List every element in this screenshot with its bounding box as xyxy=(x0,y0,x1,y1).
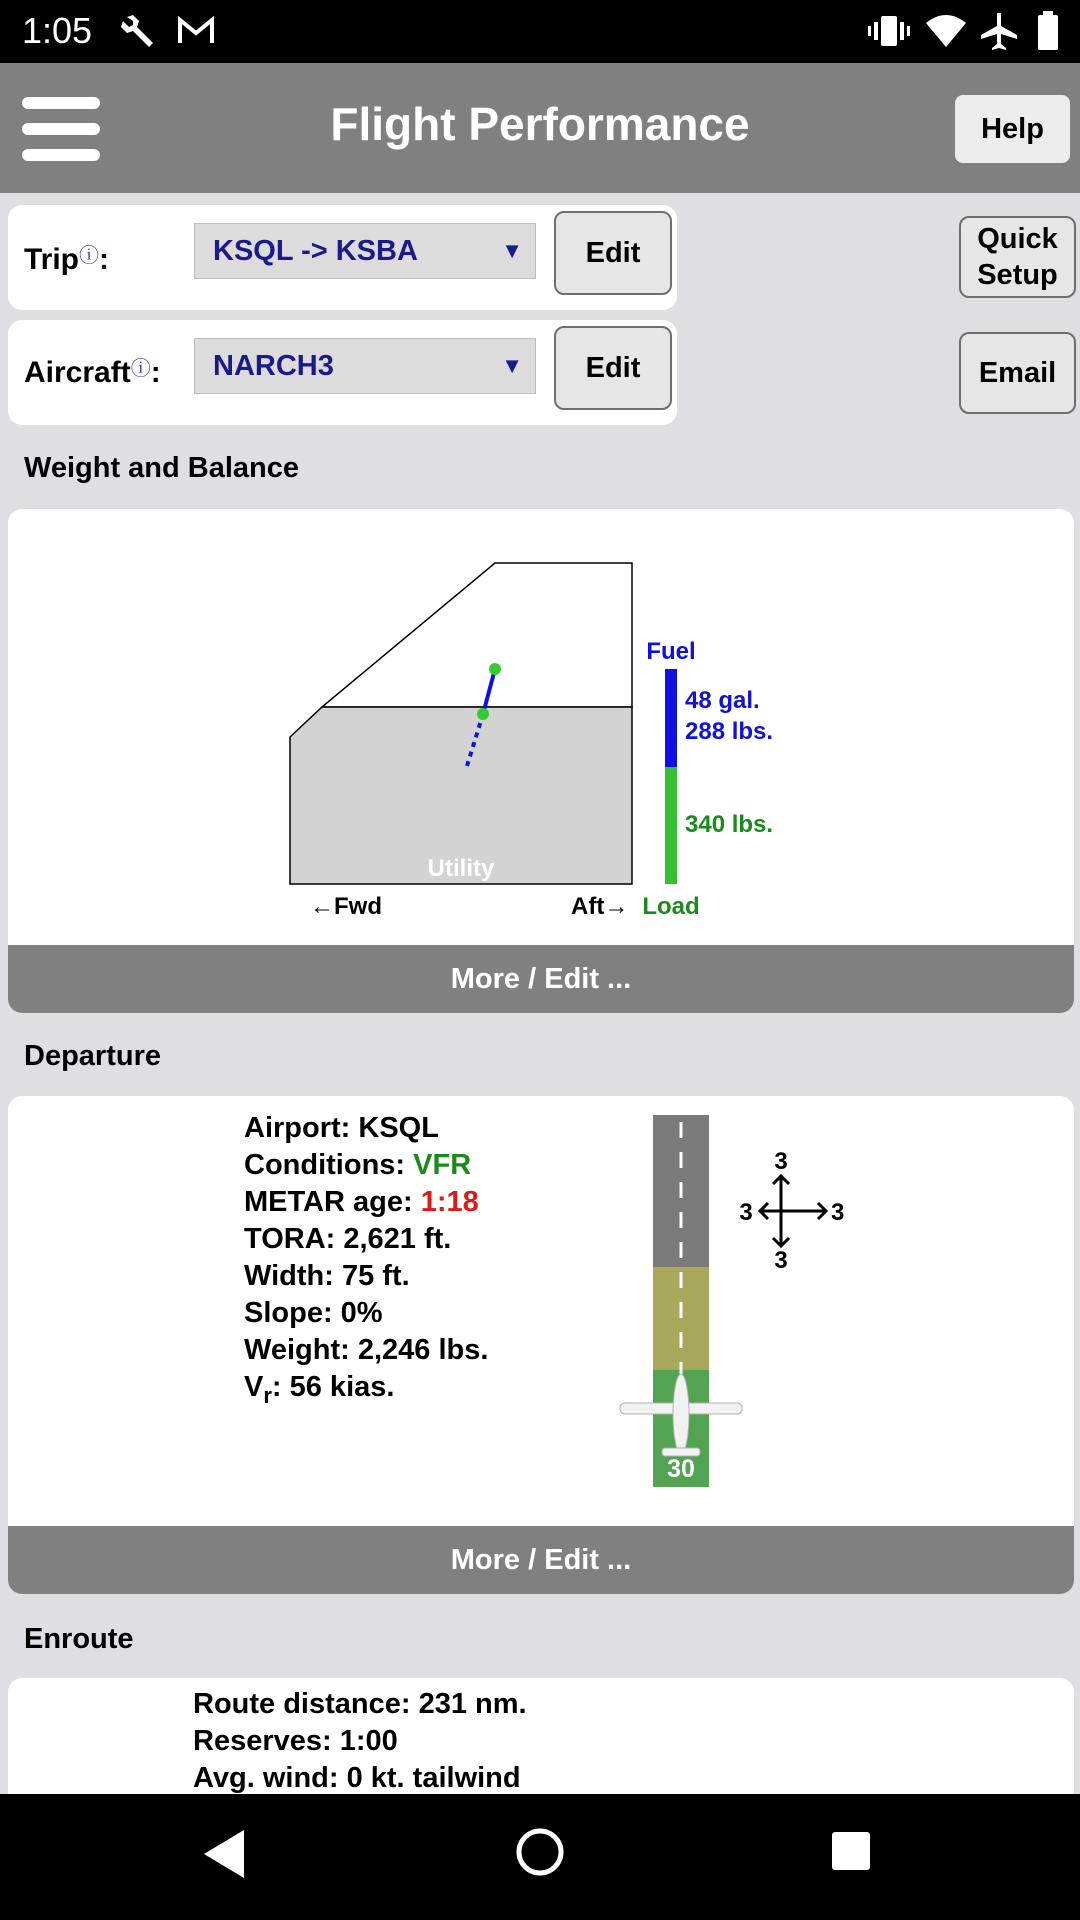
enroute-heading: Enroute xyxy=(24,1623,134,1655)
dropdown-caret-icon: ▼ xyxy=(501,353,523,378)
status-bar xyxy=(0,0,1080,63)
aircraft-dropdown[interactable] xyxy=(194,338,536,394)
weight-line: Weight: 2,246 lbs. xyxy=(244,1334,489,1366)
weight-balance-heading: Weight and Balance xyxy=(24,452,300,484)
back-icon[interactable] xyxy=(200,1826,250,1882)
trip-label: Tripⓘ: xyxy=(24,243,110,276)
airplane-mode-icon xyxy=(978,10,1020,52)
app-bar xyxy=(0,63,1080,193)
load-pounds: 340 lbs. xyxy=(685,811,774,838)
gmail-icon xyxy=(176,10,216,52)
status-time: 1:05 xyxy=(22,10,93,51)
weight-balance-chart[interactable] xyxy=(8,509,1074,945)
fuel-bar xyxy=(665,669,677,767)
trip-info-icon[interactable]: ⓘ xyxy=(79,245,100,267)
aircraft-selector-card xyxy=(8,320,677,425)
vr-line: $V_r$: 56 kias. xyxy=(244,1371,395,1408)
load-label: Load xyxy=(642,893,700,920)
page-title: Flight Performance xyxy=(330,98,750,150)
wind-left: 3 xyxy=(739,1199,753,1226)
runway-diagram[interactable] xyxy=(8,1096,1074,1526)
weight-balance-more-button[interactable]: More / Edit ... xyxy=(8,945,1074,1013)
aircraft-edit-button[interactable]: Edit xyxy=(554,326,672,410)
utility-label: Utility xyxy=(427,855,495,882)
reserves-line: Reserves: 1:00 xyxy=(193,1725,398,1757)
aft-label: Aft→ xyxy=(571,893,629,920)
departure-more-button[interactable]: More / Edit ... xyxy=(8,1526,1074,1594)
departure-heading: Departure xyxy=(24,1040,161,1072)
navigation-bar xyxy=(0,1794,1080,1920)
trip-dropdown[interactable] xyxy=(194,223,536,279)
airport-line: Airport: KSQL xyxy=(244,1112,439,1144)
slope-line: Slope: 0% xyxy=(244,1297,383,1329)
tora-line: TORA: 2,621 ft. xyxy=(244,1223,452,1255)
conditions-value: VFR xyxy=(413,1149,472,1181)
wifi-icon xyxy=(924,10,968,52)
wind-component-icon xyxy=(760,1176,826,1246)
aircraft-info-icon[interactable]: ⓘ xyxy=(130,358,151,380)
route-distance-line: Route distance: 231 nm. xyxy=(193,1688,527,1720)
fuel-gallons: 48 gal. xyxy=(685,687,760,714)
width-line: Width: 75 ft. xyxy=(244,1260,410,1292)
fwd-label: ←Fwd xyxy=(310,893,382,920)
load-bar xyxy=(665,767,677,884)
enroute-info xyxy=(193,1686,527,1797)
weight-balance-card xyxy=(8,509,1074,1013)
departure-card xyxy=(8,1096,1074,1594)
cg-takeoff-point xyxy=(489,663,501,675)
conditions-line: Conditions: VFR xyxy=(244,1149,472,1181)
trip-dropdown-value: KSQL -> KSBA xyxy=(213,235,418,267)
metar-age-value: 1:18 xyxy=(420,1186,479,1218)
help-button[interactable]: Help xyxy=(955,95,1070,163)
email-button[interactable]: Email xyxy=(959,332,1076,414)
wrench-icon xyxy=(118,10,160,52)
wind-headwind: 3 xyxy=(774,1148,788,1175)
airport-value: KSQL xyxy=(358,1112,439,1144)
trip-edit-button[interactable]: Edit xyxy=(554,211,672,295)
recents-icon[interactable] xyxy=(830,1830,872,1872)
enroute-card xyxy=(8,1678,1074,1808)
normal-envelope xyxy=(322,563,632,707)
cg-landing-point xyxy=(477,708,489,720)
fuel-pounds: 288 lbs. xyxy=(685,718,774,745)
home-icon[interactable] xyxy=(515,1827,565,1877)
dropdown-caret-icon: ▼ xyxy=(501,238,523,263)
runway-number: 30 xyxy=(667,1455,695,1483)
aircraft-label: Aircraftⓘ: xyxy=(24,356,161,389)
battery-icon xyxy=(1036,10,1060,52)
wind-tailwind: 3 xyxy=(774,1247,788,1274)
wind-right: 3 xyxy=(831,1199,845,1226)
quick-setup-button[interactable]: Quick Setup xyxy=(959,216,1076,298)
aircraft-dropdown-value: NARCH3 xyxy=(213,350,334,382)
vibrate-icon xyxy=(866,10,912,52)
airplane-icon xyxy=(620,1374,742,1456)
trip-selector-card xyxy=(8,205,677,310)
fuel-label: Fuel xyxy=(646,638,696,665)
metar-age-line: METAR age: 1:18 xyxy=(244,1186,479,1218)
avg-wind-line: Avg. wind: 0 kt. tailwind xyxy=(193,1762,521,1794)
